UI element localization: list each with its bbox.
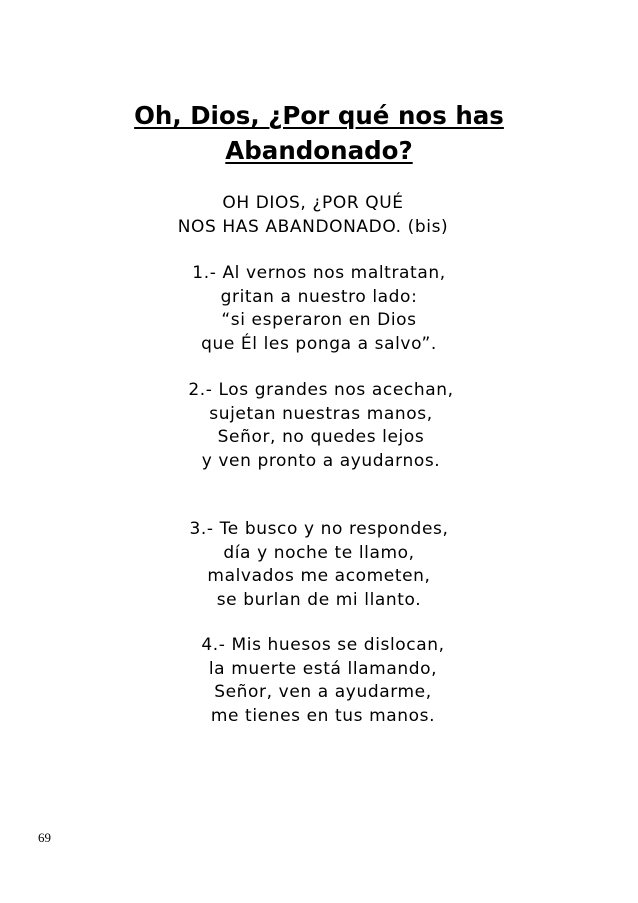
verse-line: 4.- Mis huesos se dislocan, bbox=[201, 635, 445, 655]
song-title-line: Oh, Dios, ¿Por qué nos has bbox=[134, 101, 504, 130]
chorus-line: OH DIOS, ¿POR QUÉ bbox=[222, 193, 404, 213]
verse-line: Señor, ven a ayudarme, bbox=[214, 682, 432, 702]
verse-line: se burlan de mi llanto. bbox=[216, 589, 422, 610]
verse-1 bbox=[0, 262, 638, 356]
verse-line: y ven pronto a ayudarnos. bbox=[201, 450, 441, 471]
verse-3 bbox=[0, 518, 638, 612]
verse-2 bbox=[2, 379, 638, 473]
verse-line: la muerte está llamando, bbox=[208, 658, 438, 679]
verse-line: Señor, no quedes lejos bbox=[217, 427, 425, 447]
verse-line: 1.- Al vernos nos maltratan, bbox=[192, 263, 446, 283]
verse-line: “si esperaron en Dios bbox=[221, 310, 417, 330]
verse-line: malvados me acometen, bbox=[207, 566, 431, 586]
verse-line: me tienes en tus manos. bbox=[210, 705, 436, 726]
chorus bbox=[0, 192, 632, 239]
verse-line: 2.- Los grandes nos acechan, bbox=[188, 380, 454, 400]
song-title-line: Abandonado? bbox=[225, 136, 413, 165]
verse-line: sujetan nuestras manos, bbox=[209, 403, 433, 424]
verse-line: que Él les ponga a salvo”. bbox=[201, 333, 437, 354]
verse-line: 3.- Te busco y no respondes, bbox=[189, 519, 449, 539]
verse-line: día y noche te llamo, bbox=[223, 542, 415, 563]
verse-line: gritan a nuestro lado: bbox=[220, 286, 418, 307]
verse-4 bbox=[4, 634, 638, 728]
page-number: 69 bbox=[38, 830, 51, 845]
chorus-line: NOS HAS ABANDONADO. (bis) bbox=[177, 216, 449, 237]
song-title bbox=[0, 98, 638, 168]
